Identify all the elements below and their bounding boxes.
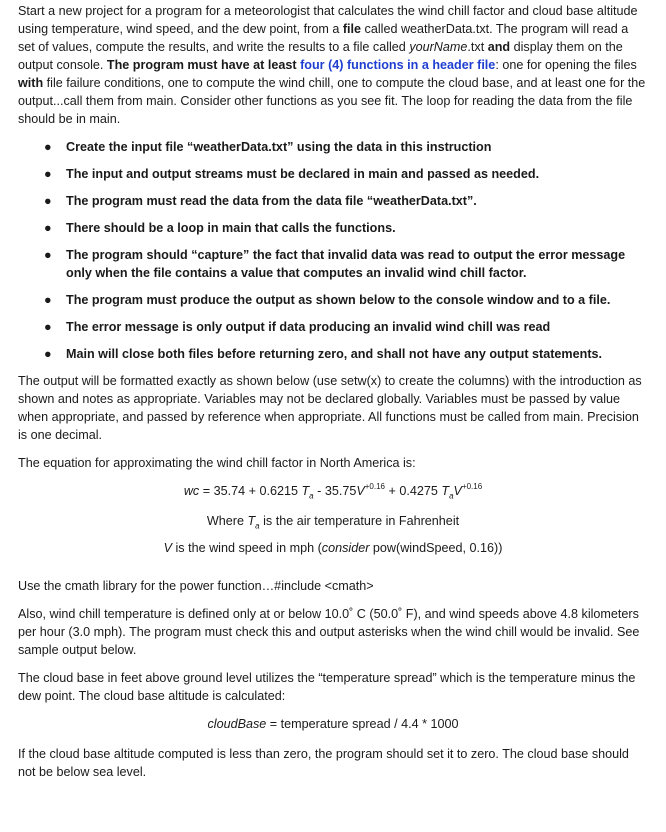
list-item xyxy=(44,318,648,336)
bullet-icon: ● xyxy=(44,293,52,307)
list-item-text: The program must read the data from the data file “weatherData.txt”. xyxy=(66,194,477,208)
intro-bold-file: file xyxy=(342,22,362,36)
bullet-icon: ● xyxy=(44,320,52,334)
intro-italic-yourname: yourName xyxy=(409,40,468,54)
eq-wc: wc xyxy=(183,484,200,498)
bullet-icon: ● xyxy=(44,167,52,181)
list-item xyxy=(44,219,648,237)
intro-text-8: file failure conditions, one to compute the wind chill, one to compute the cloud base, and at least one for the output...call them from main. Consider other functions as you see fit. The loop for reading the data from the file should be in main. xyxy=(18,76,646,126)
list-item xyxy=(44,165,648,183)
wind-chill-equation xyxy=(18,482,648,500)
where-line xyxy=(18,512,648,530)
final-paragraph: If the cloud base altitude computed is less than zero, the program should set it to zero. The cloud base should not be below sea level. xyxy=(18,747,629,779)
list-item xyxy=(44,192,648,210)
equation-intro: The equation for approximating the wind chill factor in North America is: xyxy=(18,456,416,470)
bullet-icon: ● xyxy=(44,140,52,154)
cloud-base-equation xyxy=(18,715,648,733)
cloud-eq-rest: = temperature spread / 4.4 * 1000 xyxy=(266,717,459,731)
output-format-paragraph: The output will be formatted exactly as shown below (use setw(x) to create the columns) with the introduction as shown and notes as appropriate. Variables may not be declared globally. Variables must be passed by value when appropriate, and passed by reference when appropriate. All functions must be called from main. Precision is one decimal. xyxy=(18,374,642,442)
intro-bold-must: The program must have at least xyxy=(106,58,301,72)
intro-text-2: called weatherData.txt. The program will read a set of values, compute the results, and write the results to a file called xyxy=(18,22,629,54)
cmath-line: Use the cmath library for the power function…#include <cmath> xyxy=(18,579,374,593)
eq-exp-1: +0.16 xyxy=(364,481,385,491)
bullet-icon: ● xyxy=(44,194,52,208)
intro-text-3: .txt xyxy=(467,40,485,54)
eq-part-c: + 0.4275 xyxy=(385,484,442,498)
v-text-3: pow(windSpeed, 0.16)) xyxy=(369,541,503,555)
list-item-text: Create the input file “weatherData.txt” using the data in this instruction xyxy=(66,140,492,154)
intro-bold-and: and xyxy=(487,40,511,54)
validity-paragraph: Also, wind chill temperature is defined only at or below 10.0˚ C (50.0˚ F), and wind speeds above 4.8 kilometers per hour (3.0 mph). The program must check this and output asterisks when the wind chill would be invalid. See sample output below. xyxy=(18,607,640,657)
where-t: T xyxy=(247,514,256,528)
cloud-base-intro: The cloud base in feet above ground level utilizes the “temperature spread” which is the temperature minus the dew point. The cloud base altitude is calculated: xyxy=(18,671,636,703)
list-item-text: The input and output streams must be declared in main and passed as needed. xyxy=(66,167,540,181)
v-line xyxy=(18,539,648,557)
requirements-list xyxy=(18,138,648,363)
eq-v2: V xyxy=(453,484,462,498)
intro-text-1: Start a new project for a program for a meteorologist that calculates the wind chill factor and cloud base altitude using temperature, wind speed, and the dew point, from a xyxy=(18,4,638,36)
list-item-text: The program should “capture” the fact that invalid data was read to output the error message only when the file contains a value that computes an invalid wind chill factor. xyxy=(66,248,626,280)
eq-t2: T xyxy=(441,484,450,498)
where-text-2: is the air temperature in Fahrenheit xyxy=(259,514,460,528)
list-item-text: Main will close both files before returning zero, and shall not have any output statements. xyxy=(66,347,603,361)
list-item xyxy=(44,138,648,156)
intro-text-5: display them on the output console. xyxy=(18,40,623,72)
eq-t: T xyxy=(301,484,310,498)
bullet-icon: ● xyxy=(44,347,52,361)
eq-part-a: = 35.74 + 0.6215 xyxy=(199,484,302,498)
list-item-text: The program must produce the output as shown below to the console window and to a file. xyxy=(66,293,611,307)
eq-t2-sub: a xyxy=(449,491,454,501)
intro-paragraph xyxy=(18,2,648,128)
bullet-icon: ● xyxy=(44,221,52,235)
v-text-1: is the wind speed in mph ( xyxy=(171,541,322,555)
where-text-1: Where xyxy=(206,514,248,528)
list-item-text: There should be a loop in main that calls the functions. xyxy=(66,221,396,235)
where-t-sub: a xyxy=(255,521,260,531)
intro-blue-header-file: four (4) functions in a header file xyxy=(300,58,496,72)
eq-exp-2: +0.16 xyxy=(461,481,483,491)
list-item xyxy=(44,246,648,282)
eq-part-b: - 35.75 xyxy=(313,484,357,498)
v-var: V xyxy=(163,541,172,555)
list-item xyxy=(44,291,648,309)
list-item-text: The error message is only output if data producing an invalid wind chill was read xyxy=(66,320,551,334)
cloud-var: cloudBase xyxy=(207,717,267,731)
v-consider: consider xyxy=(321,541,370,555)
intro-text-7: : one for opening the files xyxy=(495,58,637,72)
intro-bold-with: with xyxy=(18,76,44,90)
list-item xyxy=(44,345,648,363)
bullet-icon: ● xyxy=(44,248,52,262)
eq-v: V xyxy=(356,484,365,498)
eq-t-sub: a xyxy=(309,491,314,501)
